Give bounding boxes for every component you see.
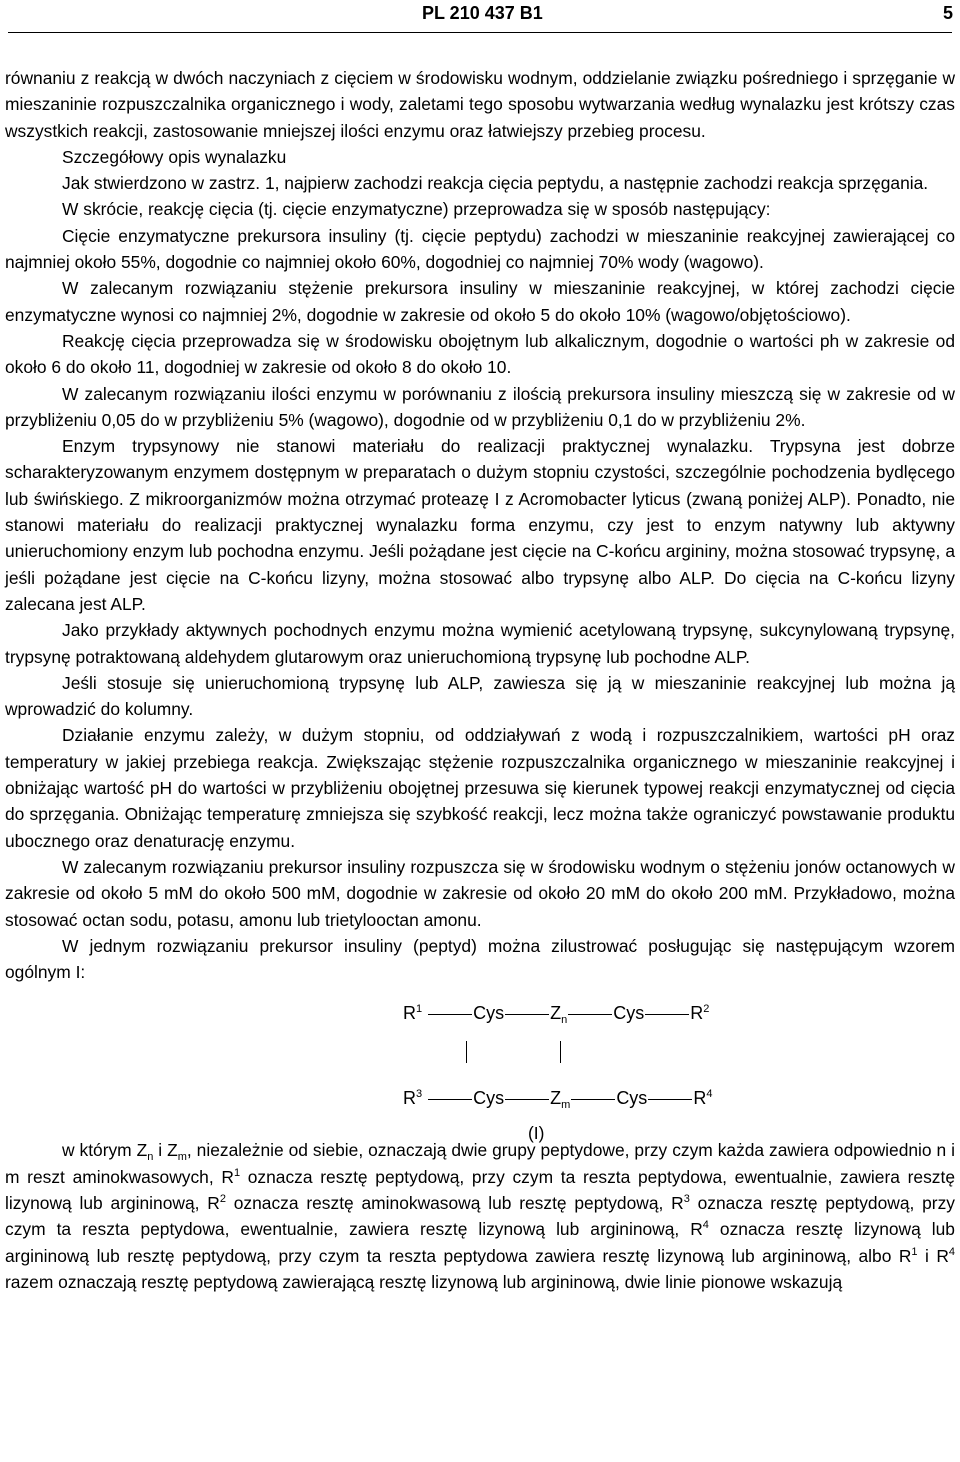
page-number: 5 <box>942 3 953 23</box>
formula-top-chain <box>403 1000 709 1026</box>
paragraph: równaniu z reakcją w dwóch naczyniach z cięciem w środowisku wodnym, oddzielanie związku pośredniego i sprzęganie w mieszaninie rozpuszczalnika organicznego i wody, zaletami tego sposobu wytwarzania według wynalazku jest krótszy czas wszystkich reakcji, zastosowanie mniejszej ilości enzymu oraz łatwiejszy przebieg procesu. <box>5 68 955 141</box>
paragraph: Reakcję cięcia przeprowadza się w środowisku obojętnym lub alkalicznym, dogodnie o wartości ph w zakresie od około 6 do około 11, dogodniej w zakresie od około 8 do około 10. <box>5 330 955 378</box>
paragraph: W zalecanym rozwiązaniu prekursor insuliny rozpuszcza się w środowisku wodnym o stężeniu jonów octanowych w zakresie od około 5 mM do około 500 mM, dogodnie w zakresie od około 20 mM do około 200 mM. Przykładowo, można stosować octan sodu, potasu, amonu lub trietylooctan amonu. <box>5 856 955 930</box>
formula-r4: $R^4$ <box>693 1088 713 1109</box>
paragraph: Działanie enzymu zależy, w dużym stopniu, od oddziaływań z wodą i rozpuszczalnikiem, wartości pH oraz temperatury w jakiej przebiega reakcja. Zwiększając stężenie rozpuszczalnika organicznego w mieszaninie reakcyjnej i obniżając wartość pH do wartości w przybliżeniu obojętnej przesuwa się kierunek typowej reakcji enzymatycznej od cięcia do sprzęgania. Obniżając temperaturę zmniejsza się szybkość reakcji, lecz można także ograniczyć powstawanie produktu ubocznego oraz denaturację enzymu. <box>5 725 955 851</box>
formula-label: (I) <box>528 1123 545 1144</box>
formula-r2: $R^2$ <box>690 1003 710 1024</box>
paragraph: W jednym rozwiązaniu prekursor insuliny (peptyd) można zilustrować posługując się następującym wzorem ogólnym I: <box>5 935 955 983</box>
formula-cys: Cys <box>473 1088 505 1109</box>
formula-zm: $Z_m$ <box>550 1088 571 1112</box>
formula-cys: Cys <box>613 1003 645 1024</box>
paragraph: Jeśli stosuje się unieruchomioną trypsynę lub ALP, zawiesza się ją w mieszaninie reakcyjnej lub można ją wprowadzić do kolumny. <box>5 672 955 720</box>
formula-cys: Cys <box>473 1003 505 1024</box>
formula-r1: $R^1$ <box>403 1003 423 1024</box>
paragraph: W zalecanym rozwiązaniu stężenie prekursora insuliny w mieszaninie reakcyjnej, w której zachodzi cięcie enzymatyczne wynosi co najmniej 2%, dogodnie w zakresie od około 5 do około 10% (wagowo/objętościowo). <box>5 278 955 325</box>
bond-line <box>428 1014 472 1015</box>
formula-bottom-chain <box>403 1085 712 1111</box>
formula-cys: Cys <box>616 1088 648 1109</box>
formula-r3: $R^3$ <box>403 1088 423 1109</box>
formula-zn: $Z_n$ <box>550 1003 568 1027</box>
bond-line <box>645 1014 689 1015</box>
general-formula-i <box>5 985 955 1144</box>
document-number: PL 210 437 B1 <box>422 3 543 23</box>
paragraph: Enzym trypsynowy nie stanowi materiału do realizacji praktycznej wynalazku. Trypsyna jest dobrze scharakteryzowanym enzymem dostępnym w preparatach o dużym stopniu czystości, szczególnie pochodzenia bydlęcego lub świńskiego. Z mikroorganizmów można otrzymać proteazę I z Acromobacter lyticus (zwaną poniżej ALP). Ponadto, nie stanowi materiału do realizacji praktycznej wynalazku forma enzymu, czy jest to enzym natywny lub aktywny unieruchomiony enzym lub pochodna enzymu. Jeśli pożądane jest cięcie na C-końcu argininy, można stosować trypsynę, a jeśli pożądane jest cięcie na C-końcu lizyny, można stosować albo trypsynę albo ALP. Do cięcia na C-końcu lizyny zalecana jest ALP. <box>5 436 955 614</box>
bond-line <box>505 1099 549 1100</box>
paragraph: Jako przykłady aktywnych pochodnych enzymu można wymienić acetylowaną trypsynę, sukcynylowaną trypsynę, trypsynę potraktowaną aldehydem glutarowym oraz unieruchomioną trypsynę lub pochodne ALP. <box>5 620 955 667</box>
paragraph: W skrócie, reakcję cięcia (tj. cięcie enzymatyczne) przeprowadza się w sposób następujący: <box>62 199 771 220</box>
section-heading: Szczegółowy opis wynalazku <box>62 146 287 167</box>
bond-line <box>428 1099 472 1100</box>
disulfide-bond-left <box>466 1041 467 1063</box>
bond-line <box>648 1099 692 1100</box>
disulfide-bond-right <box>560 1041 561 1063</box>
paragraph: Jak stwierdzono w zastrz. 1, najpierw zachodzi reakcja cięcia peptydu, a następnie zachodzi reakcja sprzęgania. <box>62 173 929 194</box>
header-rule <box>8 32 952 33</box>
bond-line <box>505 1014 549 1015</box>
bond-line <box>568 1014 612 1015</box>
paragraph-definitions: w którym $Z_n$ i $Z_m$, niezależnie od siebie, oznaczają dwie grupy peptydowe, przy czym każda zawiera odpowiednio n i m reszt aminokwasowych, $R^1$ oznacza resztę peptydową, przy czym ta reszta peptydowa, ewentualnie, zawiera resztę lizynową lub argininową, $R^2$ oznacza resztę aminokwasową lub resztę peptydową, $R^3$ oznacza resztę peptydową, przy czym ta reszta peptydowa, ewentualnie, zawiera resztę lizynową lub argininową, $R^4$ oznacza resztę lizynową lub argininową lub resztę peptydową, przy czym ta reszta peptydowa zawiera resztę lizynową lub argininową, albo $R^1$ i $R^4$ razem oznaczają resztę peptydową zawierającą resztę lizynową lub argininową, dwie linie pionowe wskazują <box>5 1140 956 1292</box>
page-header <box>5 0 955 34</box>
paragraph: W zalecanym rozwiązaniu ilości enzymu w porównaniu z ilością prekursora insuliny mieszczą się w zakresie od w przybliżeniu 0,05 do w przybliżeniu 5% (wagowo), dogodnie od w przybliżeniu 0,1 do w przybliżeniu 2%. <box>5 383 955 430</box>
page-body <box>5 34 955 1295</box>
paragraph: Cięcie enzymatyczne prekursora insuliny (tj. cięcie peptydu) zachodzi w mieszaninie reakcyjnej zawierającej co najmniej około 55%, dogodnie co najmniej około 60%, dogodniej co najmniej 70% wody (wagowo). <box>5 225 955 273</box>
bond-line <box>571 1099 615 1100</box>
